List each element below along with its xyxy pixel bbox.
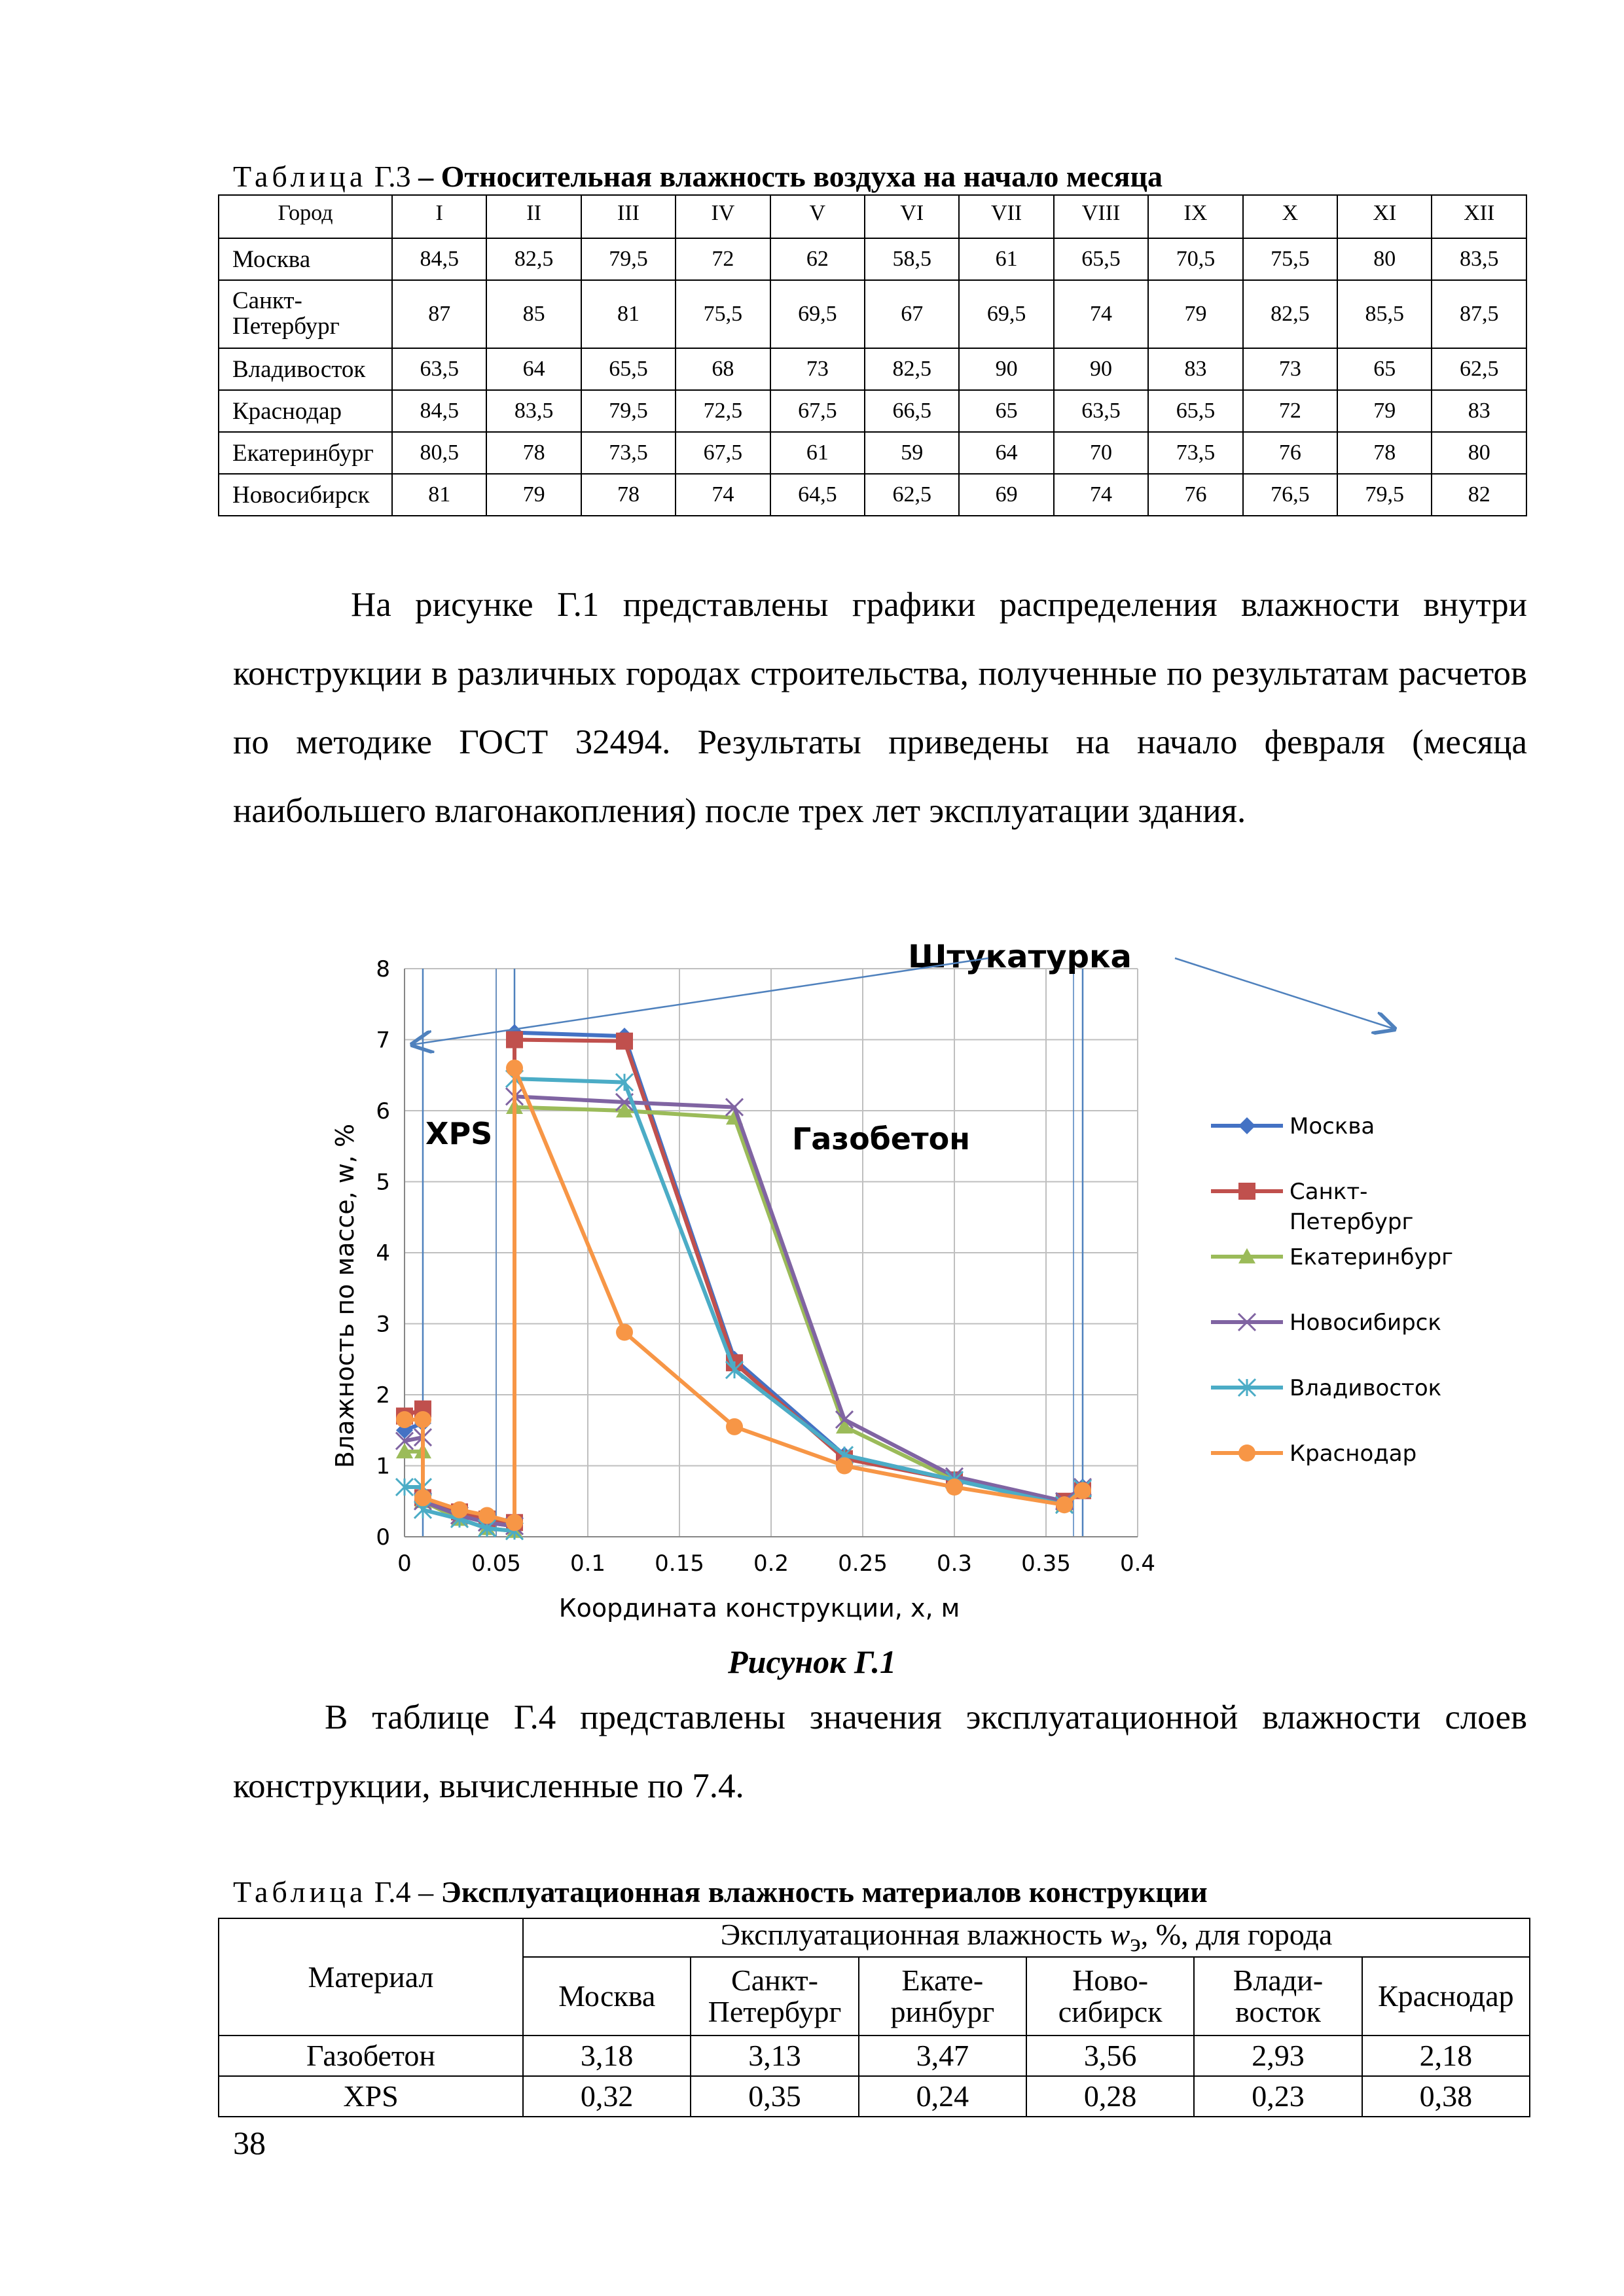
humidity-cell: 84,5 <box>392 390 486 432</box>
humidity-cell: 85 <box>486 280 581 348</box>
humidity-cell: 87,5 <box>1432 280 1526 348</box>
y-axis-label: Влажность по массе, w, % <box>331 1123 359 1469</box>
y-tick-label: 4 <box>376 1240 390 1266</box>
x-tick-label: 0.4 <box>1119 1551 1156 1577</box>
legend-swatch-marker <box>1238 1117 1255 1134</box>
plaster-arrow-left <box>412 958 988 1045</box>
humidity-cell: 65 <box>1337 348 1432 390</box>
humidity-cell: 62,5 <box>865 474 959 516</box>
table-g3-month-header: III <box>581 195 676 238</box>
legend-label: Краснодар <box>1290 1441 1417 1467</box>
table-g3-title: Относительная влажность воздуха на начало месяца <box>441 160 1163 193</box>
table-g3-month-header: XI <box>1337 195 1432 238</box>
moisture-cell: 3,18 <box>523 2036 691 2076</box>
series-line <box>405 1033 1083 1526</box>
moisture-cell: 3,13 <box>691 2036 858 2076</box>
humidity-cell: 79 <box>1337 390 1432 432</box>
data-point <box>946 1479 963 1496</box>
table-g4-label: Таблица <box>233 1875 367 1909</box>
data-point <box>506 1031 523 1049</box>
table-row <box>219 348 1526 390</box>
legend-label <box>1290 1179 1413 1235</box>
humidity-cell: 69,5 <box>770 280 865 348</box>
data-point <box>616 1324 633 1341</box>
annotation-aerated-concrete: Газобетон <box>792 1121 971 1157</box>
legend-entry <box>1211 1244 1453 1270</box>
city-name-line: Санкт- <box>232 287 302 315</box>
series-line <box>405 1107 1083 1532</box>
humidity-cell: 82,5 <box>1243 280 1337 348</box>
table-g4-city-header: Москва <box>523 1957 691 2036</box>
moisture-cell: 3,47 <box>859 2036 1026 2076</box>
humidity-cell: 67,5 <box>676 432 770 474</box>
humidity-cell: 84,5 <box>392 238 486 280</box>
table-g3-month-header: VII <box>959 195 1053 238</box>
table-row <box>219 238 1526 280</box>
table-g3-city-header: Город <box>219 195 392 238</box>
y-tick-label: 0 <box>376 1524 390 1551</box>
city-cell: Владивосток <box>219 348 392 390</box>
legend-label-line: Санкт- <box>1290 1179 1368 1205</box>
city-name-line: Петербург <box>232 313 340 340</box>
humidity-cell: 73 <box>1243 348 1337 390</box>
annotation-plaster: Штукатурка <box>908 939 1132 975</box>
city-cell: Екатеринбург <box>219 432 392 474</box>
table-g4-city-header <box>691 1957 858 2036</box>
humidity-cell: 58,5 <box>865 238 959 280</box>
plaster-arrow-right <box>1175 958 1394 1029</box>
data-point <box>616 1033 633 1050</box>
humidity-cell: 62 <box>770 238 865 280</box>
table-g3-month-header: VIII <box>1054 195 1148 238</box>
table-g4-dash: – <box>418 1875 434 1909</box>
table-g3-month-header: II <box>486 195 581 238</box>
city-cell <box>219 280 392 348</box>
table-row <box>219 390 1526 432</box>
table-g4-city-header: Краснодар <box>1362 1957 1530 2036</box>
table-g4-city-header <box>859 1957 1026 2036</box>
humidity-cell: 59 <box>865 432 959 474</box>
humidity-cell: 79 <box>1148 280 1242 348</box>
city-header-line: Ново- <box>1072 1964 1149 1998</box>
table-row <box>219 2076 1530 2117</box>
humidity-cell: 63,5 <box>1054 390 1148 432</box>
city-cell: Краснодар <box>219 390 392 432</box>
material-cell: Газобетон <box>219 2036 523 2076</box>
humidity-cell: 70 <box>1054 432 1148 474</box>
series-0 <box>396 1024 1091 1535</box>
legend-entry <box>1211 1310 1441 1336</box>
group-header-sub: э <box>1130 1929 1141 1958</box>
annotation-xps: XPS <box>425 1116 493 1151</box>
humidity-cell: 68 <box>676 348 770 390</box>
data-point <box>478 1507 496 1524</box>
city-header-line: восток <box>1235 1995 1321 2029</box>
x-tick-label: 0.35 <box>1021 1551 1071 1577</box>
data-point <box>506 1514 523 1531</box>
data-point <box>414 1411 431 1428</box>
humidity-cell: 79,5 <box>1337 474 1432 516</box>
paragraph-2: В таблице Г.4 представлены значения эксплуатационной влажности слоев конструкции, вычисленные по 7.4. <box>233 1698 1527 1805</box>
y-tick-label: 1 <box>376 1453 390 1480</box>
chart-legend <box>1211 1113 1453 1467</box>
city-cell: Новосибирск <box>219 474 392 516</box>
table-row <box>219 432 1526 474</box>
humidity-cell: 78 <box>581 474 676 516</box>
humidity-cell: 72 <box>676 238 770 280</box>
x-axis-label: Координата конструкции, x, м <box>558 1594 960 1623</box>
humidity-cell: 73,5 <box>1148 432 1242 474</box>
series-2 <box>396 1099 1091 1538</box>
humidity-cell: 80 <box>1337 238 1432 280</box>
humidity-cell: 81 <box>581 280 676 348</box>
x-tick-label: 0.05 <box>471 1551 521 1577</box>
table-g3-month-header: IX <box>1148 195 1242 238</box>
city-header-line: Петербург <box>708 1995 842 2029</box>
humidity-cell: 76 <box>1243 432 1337 474</box>
x-tick-label: 0.3 <box>936 1551 973 1577</box>
humidity-cell: 62,5 <box>1432 348 1526 390</box>
series-1 <box>396 1031 1091 1532</box>
group-header-pre: Эксплуатационная влажность <box>720 1918 1103 1951</box>
series-line <box>405 1096 1083 1526</box>
table-g3-number: Г.3 <box>374 160 411 193</box>
table-g4-header-row-1 <box>219 1918 1530 1957</box>
data-point <box>836 1458 853 1475</box>
moisture-cell: 3,56 <box>1026 2036 1194 2076</box>
table-row <box>219 474 1526 516</box>
humidity-cell: 76,5 <box>1243 474 1337 516</box>
moisture-cell: 0,38 <box>1362 2076 1530 2117</box>
data-point <box>414 1489 431 1506</box>
table-g3-header-row <box>219 195 1526 238</box>
table-g3-caption <box>233 162 1163 192</box>
moisture-cell: 0,28 <box>1026 2076 1194 2117</box>
humidity-cell: 82,5 <box>865 348 959 390</box>
humidity-cell: 90 <box>959 348 1053 390</box>
humidity-cell: 90 <box>1054 348 1148 390</box>
humidity-cell: 79 <box>486 474 581 516</box>
legend-label: Москва <box>1290 1113 1375 1139</box>
legend-swatch-marker <box>1238 1444 1255 1462</box>
table-g3-month-header: VI <box>865 195 959 238</box>
material-cell: XPS <box>219 2076 523 2117</box>
table-g4-number: Г.4 <box>374 1875 411 1909</box>
data-point <box>506 1060 523 1077</box>
data-point <box>396 1411 413 1428</box>
humidity-cell: 67,5 <box>770 390 865 432</box>
humidity-cell: 82 <box>1432 474 1526 516</box>
humidity-cell: 74 <box>676 474 770 516</box>
y-tick-label: 7 <box>376 1027 390 1054</box>
humidity-cell: 83,5 <box>486 390 581 432</box>
humidity-cell: 64,5 <box>770 474 865 516</box>
legend-entry <box>1211 1113 1375 1139</box>
legend-label: Екатеринбург <box>1290 1244 1454 1270</box>
table-g4-caption <box>233 1877 1208 1907</box>
figure-caption: Рисунок Г.1 <box>728 1643 896 1680</box>
humidity-cell: 73 <box>770 348 865 390</box>
humidity-cell: 69,5 <box>959 280 1053 348</box>
humidity-cell: 85,5 <box>1337 280 1432 348</box>
data-point <box>451 1501 468 1518</box>
humidity-cell: 74 <box>1054 474 1148 516</box>
group-header-post: , %, для города <box>1140 1918 1333 1951</box>
x-tick-label: 0.1 <box>569 1551 606 1577</box>
series-line <box>405 1040 1083 1523</box>
group-header-symbol: w <box>1110 1918 1130 1951</box>
legend-entry <box>1211 1375 1441 1401</box>
humidity-cell: 73,5 <box>581 432 676 474</box>
city-cell: Москва <box>219 238 392 280</box>
humidity-cell: 64 <box>486 348 581 390</box>
table-g4 <box>218 1918 1530 2117</box>
x-tick-label: 0.25 <box>838 1551 888 1577</box>
data-point <box>1056 1496 1073 1513</box>
city-header-line: сибирск <box>1058 1995 1163 2029</box>
y-tick-label: 8 <box>376 956 390 982</box>
humidity-cell: 83 <box>1432 390 1526 432</box>
moisture-cell: 0,35 <box>691 2076 858 2117</box>
table-g3 <box>218 194 1527 516</box>
table-g4-city-header <box>1194 1957 1362 2036</box>
table-g4-material-header: Материал <box>219 1918 523 2036</box>
x-tick-label: 0.15 <box>655 1551 704 1577</box>
humidity-cell: 87 <box>392 280 486 348</box>
humidity-cell: 61 <box>770 432 865 474</box>
legend-swatch-marker <box>1238 1183 1255 1200</box>
humidity-cell: 65 <box>959 390 1053 432</box>
paragraph-1: На рисунке Г.1 представлены графики распределения влажности внутри конструкции в различных городах строительства, полученные по результатам расчетов по методике ГОСТ 32494. Результаты приведены на начало февраля (месяца наибольшего влагонакопления) после трех лет эксплуатации здания. <box>233 586 1527 830</box>
moisture-cell: 2,93 <box>1194 2036 1362 2076</box>
humidity-cell: 69 <box>959 474 1053 516</box>
humidity-cell: 64 <box>959 432 1053 474</box>
city-header-line: Влади- <box>1233 1964 1324 1998</box>
y-tick-labels <box>376 956 390 1551</box>
table-g4-city-header <box>1026 1957 1194 2036</box>
table-row <box>219 2036 1530 2076</box>
moisture-cell: 0,23 <box>1194 2076 1362 2117</box>
x-tick-labels <box>397 1551 1155 1577</box>
legend-label: Новосибирск <box>1290 1310 1441 1336</box>
city-header-line: Екате- <box>901 1964 984 1998</box>
table-g4-title: Эксплуатационная влажность материалов конструкции <box>441 1875 1208 1909</box>
humidity-cell: 74 <box>1054 280 1148 348</box>
humidity-cell: 82,5 <box>486 238 581 280</box>
table-g3-month-header: X <box>1243 195 1337 238</box>
legend-entry <box>1211 1179 1413 1235</box>
legend-label: Владивосток <box>1290 1375 1442 1401</box>
humidity-cell: 61 <box>959 238 1053 280</box>
table-row <box>219 280 1526 348</box>
y-tick-label: 5 <box>376 1169 390 1196</box>
humidity-cell: 80 <box>1432 432 1526 474</box>
humidity-cell: 80,5 <box>392 432 486 474</box>
humidity-cell: 83,5 <box>1432 238 1526 280</box>
humidity-cell: 72,5 <box>676 390 770 432</box>
moisture-cell: 0,32 <box>523 2076 691 2117</box>
humidity-cell: 79,5 <box>581 390 676 432</box>
table-g4-group-header <box>523 1918 1530 1957</box>
data-point <box>1074 1482 1091 1499</box>
humidity-cell: 67 <box>865 280 959 348</box>
humidity-cell: 79,5 <box>581 238 676 280</box>
table-g3-label: Таблица <box>233 160 367 193</box>
humidity-cell: 83 <box>1148 348 1242 390</box>
humidity-cell: 65,5 <box>581 348 676 390</box>
legend-label-line: Петербург <box>1290 1209 1414 1235</box>
humidity-cell: 72 <box>1243 390 1337 432</box>
moisture-cell: 2,18 <box>1362 2036 1530 2076</box>
y-tick-label: 2 <box>376 1382 390 1408</box>
humidity-cell: 75,5 <box>1243 238 1337 280</box>
legend-entry <box>1211 1441 1416 1467</box>
humidity-cell: 78 <box>1337 432 1432 474</box>
humidity-cell: 78 <box>486 432 581 474</box>
humidity-cell: 76 <box>1148 474 1242 516</box>
table-g3-month-header: I <box>392 195 486 238</box>
figure-g1-chart <box>308 929 1486 1636</box>
chart-series <box>396 1024 1091 1540</box>
table-g3-month-header: XII <box>1432 195 1526 238</box>
humidity-cell: 75,5 <box>676 280 770 348</box>
humidity-cell: 66,5 <box>865 390 959 432</box>
y-tick-label: 6 <box>376 1098 390 1124</box>
city-header-line: ринбург <box>890 1995 995 2029</box>
humidity-cell: 65,5 <box>1054 238 1148 280</box>
humidity-cell: 81 <box>392 474 486 516</box>
data-point <box>726 1418 743 1435</box>
city-header-line: Санкт- <box>731 1964 818 1998</box>
series-3 <box>396 1088 1091 1534</box>
x-tick-label: 0 <box>397 1551 412 1577</box>
table-g3-dash: – <box>418 160 434 193</box>
table-g3-month-header: V <box>770 195 865 238</box>
humidity-cell: 70,5 <box>1148 238 1242 280</box>
y-tick-label: 3 <box>376 1311 390 1338</box>
x-tick-label: 0.2 <box>753 1551 789 1577</box>
table-g3-month-header: IV <box>676 195 770 238</box>
page-number: 38 <box>233 2125 266 2161</box>
moisture-cell: 0,24 <box>859 2076 1026 2117</box>
humidity-cell: 65,5 <box>1148 390 1242 432</box>
humidity-cell: 63,5 <box>392 348 486 390</box>
